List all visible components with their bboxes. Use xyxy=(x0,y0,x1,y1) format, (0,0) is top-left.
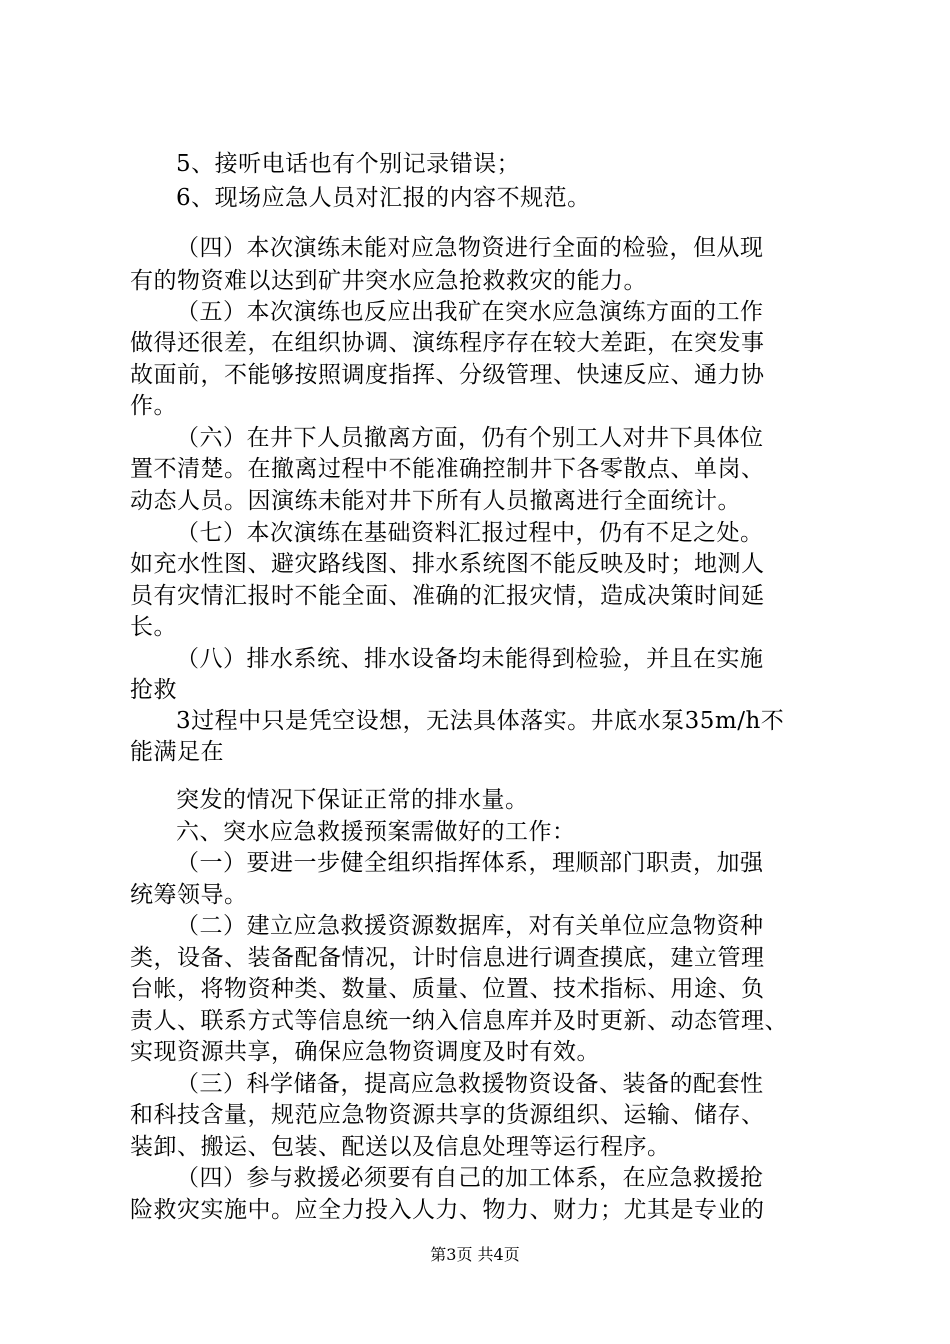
text-line: 险救灾实施中。应全力投入人力、物力、财力；尤其是专业的 xyxy=(130,1197,765,1223)
text-line: 突发的情况下保证正常的排水量。 xyxy=(176,787,529,813)
text-line: 长。 xyxy=(130,614,177,640)
text-line: 故面前，不能够按照调度指挥、分级管理、快速反应、通力协 xyxy=(130,362,765,388)
text-line: 置不清楚。在撤离过程中不能准确控制井下各零散点、单岗、 xyxy=(130,456,765,482)
page-footer: 第3页 共4页 xyxy=(430,1245,520,1264)
text-line: 如充水性图、避灾路线图、排水系统图不能反映及时；地测人 xyxy=(130,551,765,577)
text-line: 台帐，将物资种类、数量、质量、位置、技术指标、用途、负 xyxy=(130,976,765,1002)
text-line: （五）本次演练也反应出我矿在突水应急演练方面的工作 xyxy=(176,299,764,325)
text-line: （一）要进一步健全组织指挥体系，理顺部门职责，加强 xyxy=(176,850,764,876)
text-line: （七）本次演练在基础资料汇报过程中，仍有不足之处。 xyxy=(176,520,764,546)
text-line: 5、接听电话也有个别记录错误； xyxy=(176,151,521,177)
text-line: 动态人员。因演练未能对井下所有人员撤离进行全面统计。 xyxy=(130,488,741,514)
text-line: 做得还很差，在组织协调、演练程序存在较大差距，在突发事 xyxy=(130,330,765,356)
text-line: 装卸、搬运、包装、配送以及信息处理等运行程序。 xyxy=(130,1134,671,1160)
text-line: 作。 xyxy=(130,393,177,419)
text-line: 3过程中只是凭空设想，无法具体落实。井底水泵35m/h不 xyxy=(176,708,785,734)
text-line: 实现资源共享，确保应急物资调度及时有效。 xyxy=(130,1039,600,1065)
text-line: 和科技含量，规范应急物资源共享的货源组织、运输、储存、 xyxy=(130,1102,765,1128)
text-line: 统筹领导。 xyxy=(130,882,248,908)
text-line: （三）科学储备，提高应急救援物资设备、装备的配套性 xyxy=(176,1071,764,1097)
text-line: 能满足在 xyxy=(130,739,224,765)
text-line: 员有灾情汇报时不能全面、准确的汇报灾情，造成决策时间延 xyxy=(130,583,765,609)
text-line: （八）排水系统、排水设备均未能得到检验，并且在实施 xyxy=(176,646,764,672)
text-line: 有的物资难以达到矿井突水应急抢救救灾的能力。 xyxy=(130,268,647,294)
text-line: 责人、联系方式等信息统一纳入信息库并及时更新、动态管理、 xyxy=(130,1008,788,1034)
text-line: （二）建立应急救援资源数据库，对有关单位应急物资种 xyxy=(176,913,764,939)
text-line: （四）参与救援必须要有自己的加工体系，在应急救援抢 xyxy=(176,1165,764,1191)
text-line: 6、现场应急人员对汇报的内容不规范。 xyxy=(176,185,591,211)
text-line: 六、突水应急救援预案需做好的工作： xyxy=(176,819,576,845)
text-line: 抢救 xyxy=(130,677,177,703)
text-line: （四）本次演练未能对应急物资进行全面的检验，但从现 xyxy=(176,235,764,261)
text-line: （六）在井下人员撤离方面，仍有个别工人对井下具体位 xyxy=(176,425,764,451)
text-line: 类，设备、装备配备情况，计时信息进行调查摸底，建立管理 xyxy=(130,945,765,971)
